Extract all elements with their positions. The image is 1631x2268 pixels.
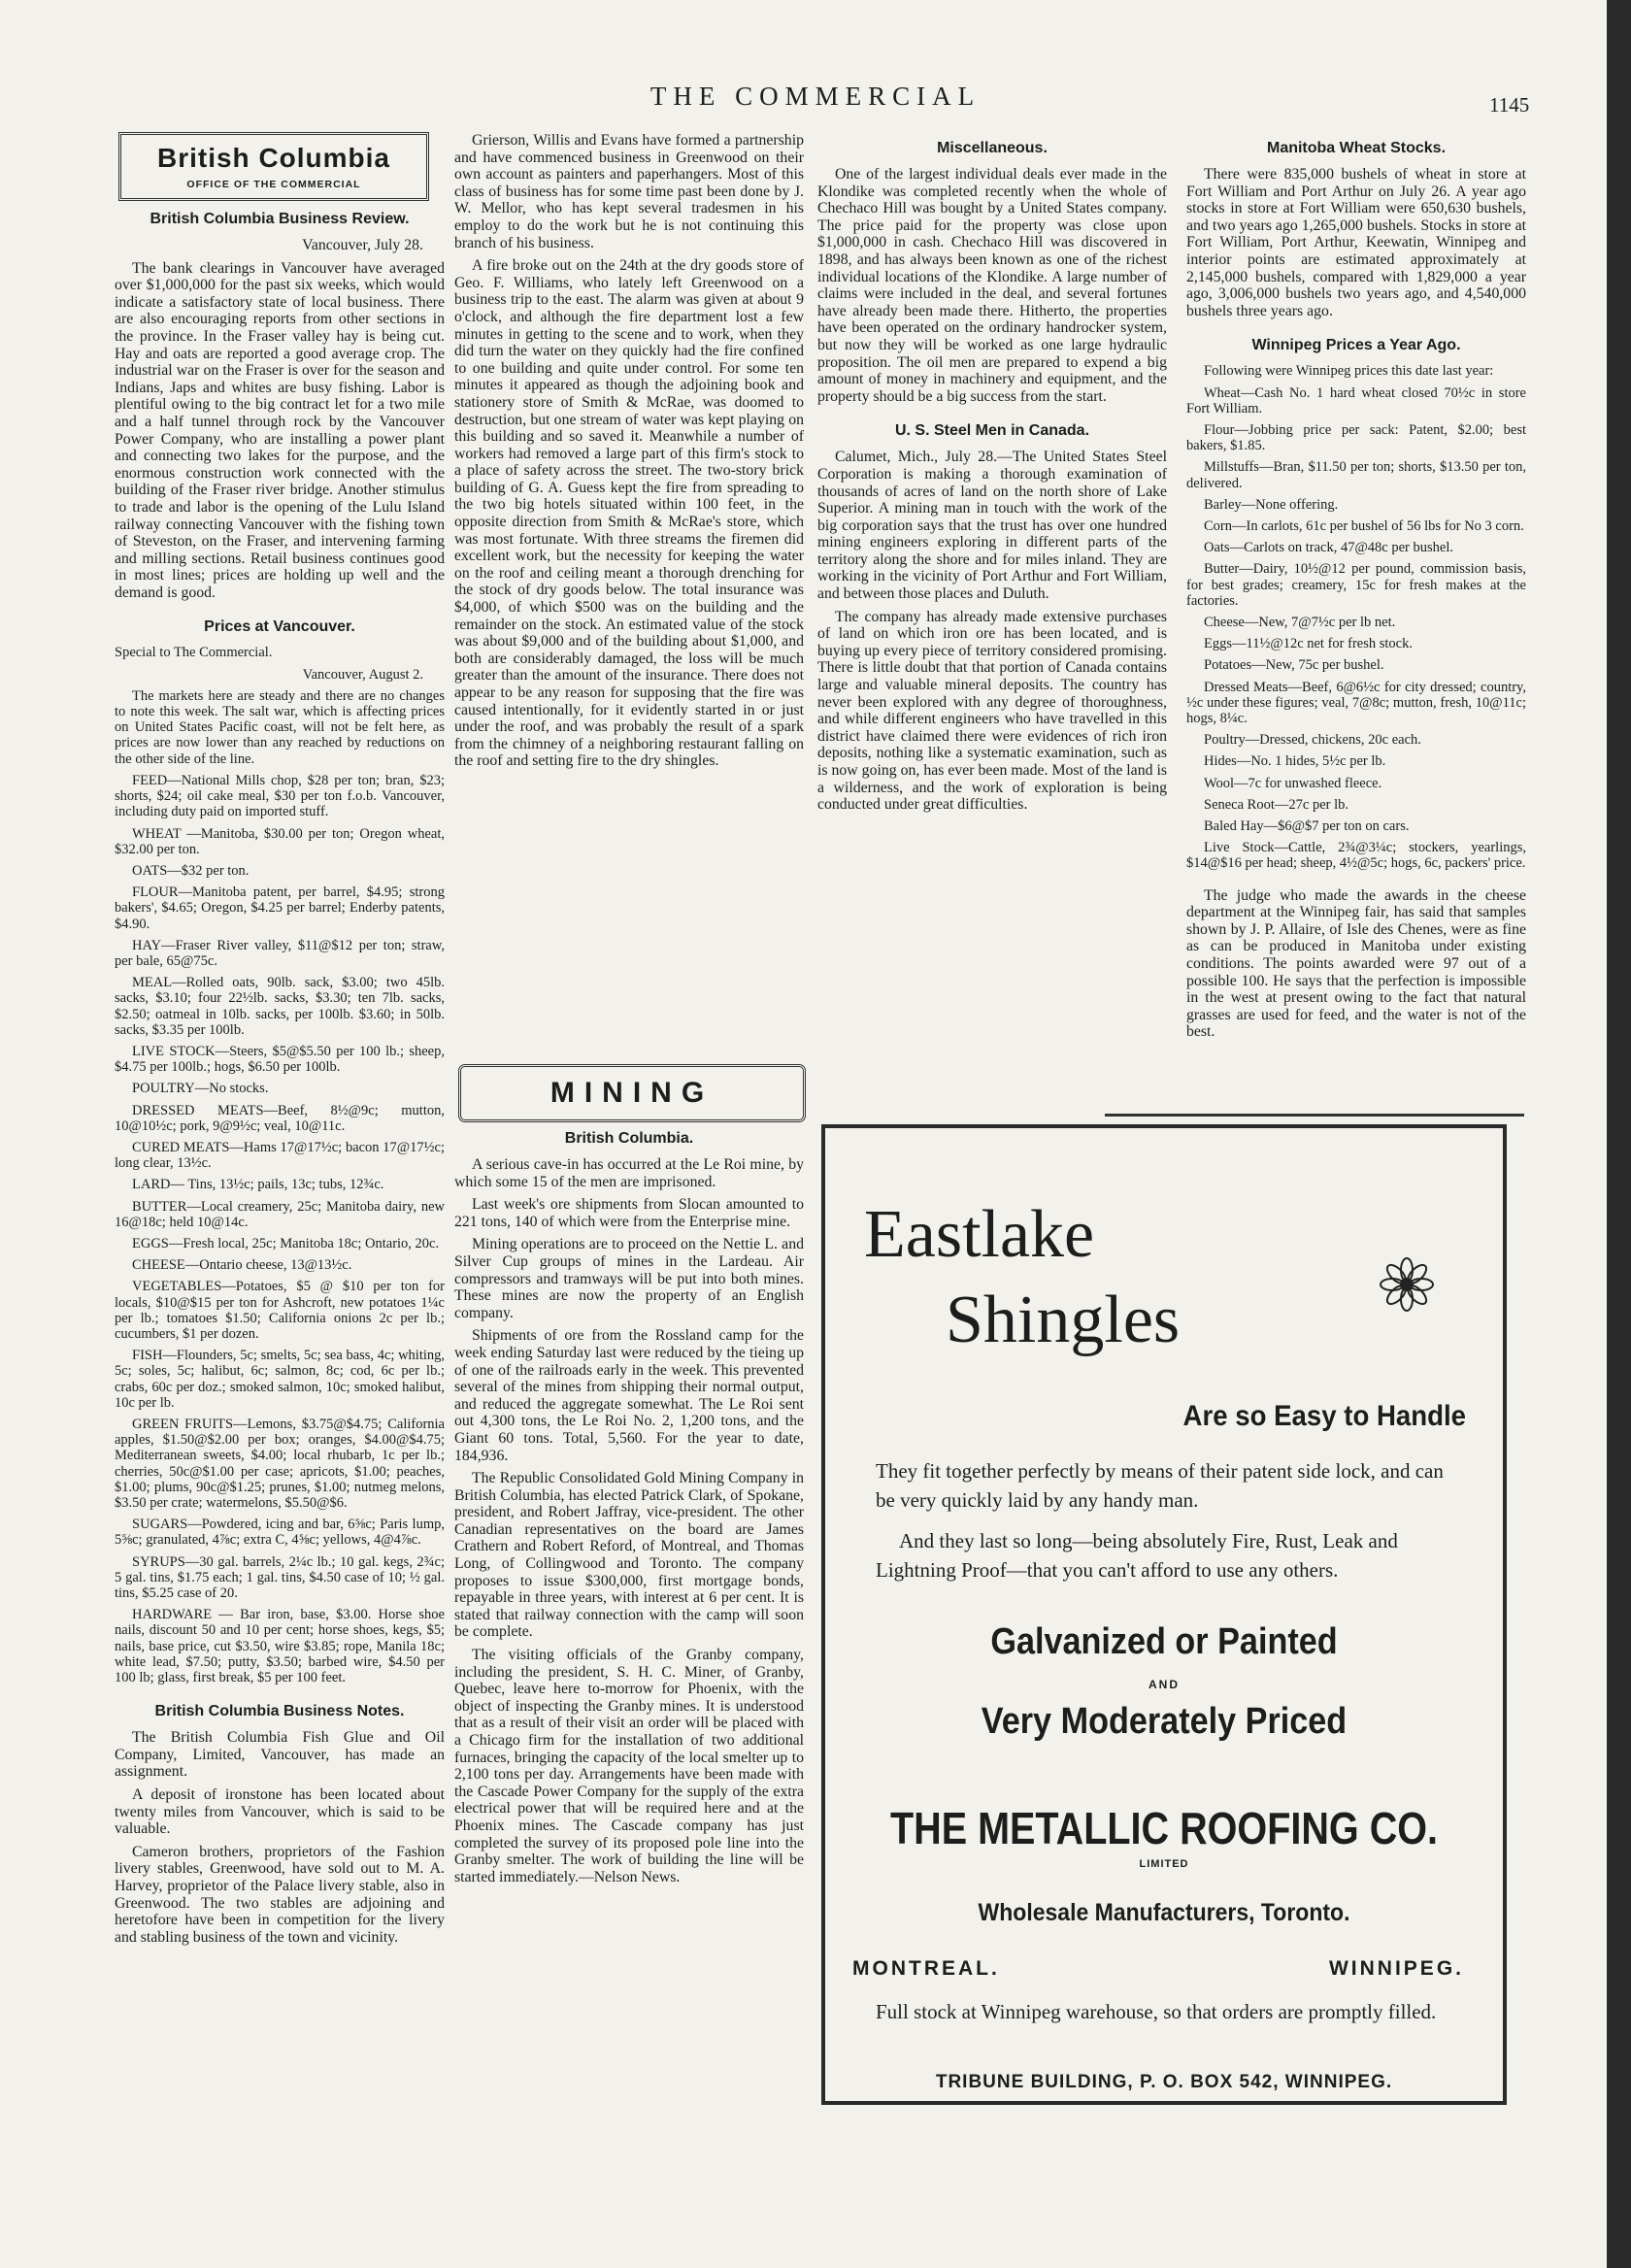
winnipeg-price-line: Flour—Jobbing price per sack: Patent, $2.00; best bakers, $1.85.: [1186, 421, 1526, 454]
price-paragraph: POULTRY—No stocks.: [132, 1081, 269, 1097]
review-dateline: Vancouver, July 28.: [302, 237, 423, 253]
ad-body-1: They fit together perfectly by means of their patent side lock, and can be very quickly laid by any handy man.: [876, 1459, 1444, 1512]
ad-tagline: Are so Easy to Handle: [1182, 1400, 1466, 1432]
note-paragraph: Cameron brothers, proprietors of the Fashion livery stables, Greenwood, have sold out to M. A. Harvey, proprietor of the Palace livery stable, also in Greenwood. The two stables are adjoining and heretofore have been in competition for the livery and stabling business of the town and vicinity.: [115, 1843, 445, 1946]
ad-priced: Very Moderately Priced: [981, 1701, 1348, 1742]
eastlake-shingles-advertisement: [821, 1124, 1507, 2105]
price-paragraph: DRESSED MEATS—Beef, 8½@9c; mutton, 10@10½c; pork, 9@9½c; veal, 10@11c.: [115, 1102, 445, 1134]
winnipeg-price-line: Oats—Carlots on track, 47@48c per bushel.: [1204, 540, 1453, 556]
ad-company-name: THE METALLIC ROOFING CO.: [889, 1803, 1439, 1853]
winnipeg-price-line: Potatoes—New, 75c per bushel.: [1204, 657, 1384, 674]
column-1: [115, 132, 445, 1951]
winnipeg-price-line: Dressed Meats—Beef, 6@6½c for city dressed; country, ½c under these figures; veal, 7@8c; mutton, fresh, 10@11c; hogs, 8¼c.: [1186, 679, 1526, 726]
wheat-stocks-heading: Manitoba Wheat Stocks.: [1266, 140, 1447, 156]
article-paragraph: A fire broke out on the 24th at the dry goods store of Geo. F. Williams, who lately left Greenwood on a business trip to the east. The alarm was given at about 9 o'clock, and although the fire department lost a few minutes in getting to the scene and to work, when they did turn the water on they quickly had the fire confined to one building and quite under control. For some ten minutes it appeared as though the adjoining book and stationery store of Smith & McRae, was doomed to destruction, but one stream of water was kept playing on this building and so saved it. Meanwhile a number of workers had removed a large part of this firm's stock to a place of safety across the street. The two-story brick building of G. A. Guess kept the fire from spreading to the two big hotels situated within 100 feet, in the opposite direction from Smith & McRae's store, which was most fortunate. With three streams the firemen did excellent work, but the necessity for keeping the water on the roof and ceiling meant a thorough drenching for the stock of dry goods below. The total insurance was $4,000, of which $500 was on the building and the remainder on the stock. An estimated value of the stock was about $9,000 and of the building about $1,000, and both are considerably damaged, the loss will be much greater than the amount of the insurance. There does not appear to be any reason for supposing that the fire was caused intentionally, for it evidently started in or just under the roof, and was probably the result of a spark from the chimney of a neighboring restaurant falling on the roof and setting fire to the dry shingles.: [454, 257, 804, 770]
steel-paragraph: The company has already made extensive purchases of land on which iron ore has been located, and is buying up every piece of territory considered promising. There is little doubt that that portion of Canada contains large and valuable mineral deposits. The country has never been explored with any degree of thoroughness, and while different engineers who have travelled in this district have claimed there were evidences of rich iron deposits, nothing like a systematic examination, such as is now going on, has ever been made. Most of the land is a wilderness, and the work of exploration is being conducted under great difficulties.: [817, 608, 1167, 814]
mining-paragraph: Shipments of ore from the Rossland camp for the week ending Saturday last were reduced by the tieing up of one of the railroads early in the week. This prevented several of the mines from shipping their normal output, and reduced the aggregate somewhat. The Le Roi sent out 4,300 tons, the Le Roi No. 2, 1,200 tons, and the Giant 60 tons. Total, 5,560. For the year to date, 184,936.: [454, 1327, 804, 1464]
ad-montreal: MONTREAL.: [852, 1957, 1000, 1980]
ad-galvanized: Galvanized or Painted: [990, 1621, 1338, 1662]
winnipeg-price-line: Live Stock—Cattle, 2¾@3¼c; stockers, yearlings, $14@$16 per head; sheep, 4½@5c; hogs, 6c, packers' price.: [1186, 840, 1526, 872]
box-office-line: OFFICE OF THE COMMERCIAL: [186, 179, 361, 190]
winnipeg-price-line: Eggs—11½@12c net for fresh stock.: [1204, 636, 1413, 652]
mining-section: [454, 1124, 804, 1891]
ad-winnipeg: WINNIPEG.: [1328, 1957, 1464, 1980]
price-paragraph: VEGETABLES—Potatoes, $5 @ $10 per ton for locals, $10@$15 per ton for Ashcroft, new potatoes 1¼c per lb.; tomatoes $1.50; California onions 2c per lb.; cucumbers, $1 per dozen.: [115, 1279, 445, 1342]
winnipeg-price-line: Millstuffs—Bran, $11.50 per ton; shorts, $13.50 per ton, delivered.: [1186, 459, 1526, 491]
cheese-judge-paragraph: The judge who made the awards in the cheese department at the Winnipeg fair, has said that samples shown by J. P. Allaire, of Isle des Chenes, were as fine as can be produced in Manitoba under existing conditions. The points awarded were 97 out of a possible 100. He says that the perfection is impossible in the west at present owing to the fact that natural grasses are used for feed, and the water is not of the best.: [1186, 886, 1526, 1041]
page-number: 1145: [1489, 93, 1530, 117]
price-paragraph: BUTTER—Local creamery, 25c; Manitoba dairy, new 16@18c; held 10@14c.: [115, 1198, 445, 1230]
winnipeg-price-line: Seneca Root—27c per lb.: [1204, 796, 1348, 813]
column-3: [817, 132, 1167, 819]
winnipeg-price-line: Baled Hay—$6@$7 per ton on cars.: [1204, 818, 1410, 835]
mining-bc-heading: British Columbia.: [564, 1130, 694, 1147]
price-paragraph: LARD— Tins, 13½c; pails, 13c; tubs, 12¾c.: [132, 1177, 384, 1193]
flower-ornament-icon: [1377, 1254, 1437, 1315]
winnipeg-prices-heading: Winnipeg Prices a Year Ago.: [1251, 337, 1461, 354]
british-columbia-box: [118, 132, 429, 201]
wheat-stocks-body: There were 835,000 bushels of wheat in store at Fort William and Port Arthur on July 26. A year ago stocks in store at Fort William were 650,630 bushels, and two years ago 1,265,000 bushels. Stocks in store at Fort William, Port Arthur, Keewatin, Winnipeg and interior points are estimated approximately at 2,145,000 bushels, compared with 1,829,000 a year ago, 3,006,000 bushels two years ago, and 4,540,000 bushels three years ago.: [1186, 166, 1526, 319]
price-paragraph: WHEAT —Manitoba, $30.00 per ton; Oregon wheat, $32.00 per ton.: [115, 825, 445, 857]
steel-heading: U. S. Steel Men in Canada.: [894, 422, 1090, 440]
price-paragraph: HAY—Fraser River valley, $11@$12 per ton; straw, per bale, 65@75c.: [115, 937, 445, 969]
mining-paragraph: A serious cave-in has occurred at the Le Roi mine, by which some 15 of the men are imprisoned.: [454, 1156, 804, 1190]
column-2: [454, 132, 804, 776]
winnipeg-price-line: Wool—7c for unwashed fleece.: [1204, 775, 1382, 791]
prices-list: [115, 688, 445, 1685]
ad-title-eastlake: Eastlake: [864, 1197, 1095, 1272]
miscellaneous-body: One of the largest individual deals ever made in the Klondike was completed recently when the whole of Chechaco Hill was bought by a United States company. The price paid for the property was close upon $1,000,000 in cash. Chechaco Hill was discovered in 1898, and has always been known as one of the richest individual locations of the Klondike. A large number of claims were included in the deal, and several fortunes have already been made there. Hitherto, the properties have been operated on the ordinary handrocker system, but now they will be worked as one large hydraulic proposition. The oil men are prepared to expend a big amount of money in machinery and equipment, and the property should be a big success from the start.: [817, 166, 1167, 405]
ad-title-shingles: Shingles: [946, 1283, 1181, 1357]
note-paragraph: A deposit of ironstone has been located about twenty miles from Vancouver, which is said to be valuable.: [115, 1786, 445, 1838]
masthead: THE COMMERCIAL: [649, 82, 982, 111]
winnipeg-price-line: Butter—Dairy, 10½@12 per pound, commission basis, for best grades; creamery, 15c for fresh makes at the factories.: [1186, 561, 1526, 609]
mining-paragraph: The visiting officials of the Granby company, including the president, S. H. C. Miner, of Granby, Quebec, leave here to-morrow for Phoenix, with the object of inspecting the Granby mines. It is understood that as a result of their visit an order will be placed with a Chicago firm for the installation of two additional furnaces, bringing the capacity of the local smelter up to 2,100 tons per day. Arrangements have been made with the Cascade Power Company for the supply of the extra electrical power that will be required here and at the Phoenix mines. The Cascade company has just completed the survey of its proposed pole line into the Granby smelter. The work of building the line will be started immediately.—Nelson News.: [454, 1647, 804, 1885]
ad-address: TRIBUNE BUILDING, P. O. BOX 542, WINNIPEG.: [935, 2072, 1393, 2092]
ad-and: AND: [1148, 1678, 1180, 1691]
price-paragraph: FISH—Flounders, 5c; smelts, 5c; sea bass, 4c; whiting, 5c; soles, 5c; halibut, 6c; salmon, 8c; cod, 6c per lb.; crabs, 60c per doz.; smoked salmon, 10c; smoked halibut, 10c per lb.: [115, 1348, 445, 1411]
price-paragraph: EGGS—Fresh local, 25c; Manitoba 18c; Ontario, 20c.: [132, 1235, 440, 1251]
prices-special-line: Special to The Commercial.: [115, 645, 273, 661]
price-paragraph: CHEESE—Ontario cheese, 13@13½c.: [132, 1257, 352, 1274]
price-paragraph: SUGARS—Powdered, icing and bar, 6⅝c; Paris lump, 5⅝c; granulated, 4⅞c; extra C, 4⅝c; yellows, 4@4⅞c.: [115, 1517, 445, 1549]
note-paragraph: The British Columbia Fish Glue and Oil Company, Limited, Vancouver, has made an assignment.: [115, 1729, 445, 1781]
ad-stock-note: Full stock at Winnipeg warehouse, so that orders are promptly filled.: [876, 2000, 1437, 2023]
review-heading: British Columbia Business Review.: [150, 211, 410, 227]
page-edge: [1607, 0, 1631, 2268]
mining-banner: MINING: [458, 1064, 806, 1122]
review-body: The bank clearings in Vancouver have averaged over $1,000,000 for the past six weeks, which would indicate a satisfactory state of local business. There are also encouraging reports from other sections in the province. In the Fraser valley hay is being cut. Hay and oats are reported a good average crop. The industrial war on the Fraser is over for the season and Indians, Japs and whites are busy fishing. Labor is plentiful owing to the big contract let for a two mile and a half tunnel through rock by the Vancouver Power Company, who are installing a power plant and connecting two lakes for the purpose, and the enormous construction work connected with the building of the Fraser river bridge. Another stimulus to trade and labor is the opening of the Lulu Island railway connecting Vancouver with the fishing town of Steveston, on the Fraser, and intervening farming and milling sections. Retail business continues good in most lines; prices are holding up well and the demand is good.: [115, 259, 445, 601]
ad-wholesale: Wholesale Manufacturers, Toronto.: [978, 1899, 1350, 1926]
price-paragraph: OATS—$32 per ton.: [132, 862, 250, 879]
price-paragraph: FEED—National Mills chop, $28 per ton; bran, $23; shorts, $24; oil cake meal, $30 per ton f.o.b. Vancouver, including duty paid on imported stuff.: [115, 772, 445, 820]
prices-vancouver-heading: Prices at Vancouver.: [204, 618, 355, 636]
ad-body-2: And they last so long—being absolutely Fire, Rust, Leak and Lightning Proof—that you can't afford to use any others.: [876, 1529, 1398, 1582]
miscellaneous-heading: Miscellaneous.: [937, 140, 1048, 156]
price-paragraph: SYRUPS—30 gal. barrels, 2¼c lb.; 10 gal. kegs, 2¾c; 5 gal. tins, $1.75 each; 1 gal. tins, $4.50 case of 10; ½ gal. tins, $5.25 case of 20.: [115, 1553, 445, 1602]
mining-paragraph: Mining operations are to proceed on the Nettie L. and Silver Cup groups of mines in the Lardeau. Air compressors and tramways will be put into both mines. These mines are now the property of an English company.: [454, 1236, 804, 1321]
column-4: [1186, 132, 1526, 1047]
price-paragraph: HARDWARE — Bar iron, base, $3.00. Horse shoe nails, discount 50 and 10 per cent; horse shoes, kegs, $5; nails, base price, cut $3.50, wire $3.85; rope, Manila 18c; white lead, $7.50; putty, $3.50; barbed wire, $4.50 per 100 lb; glass, first break, $5 per 100 feet.: [115, 1607, 445, 1686]
price-paragraph: GREEN FRUITS—Lemons, $3.75@$4.75; California apples, $1.50@$2.00 per box; oranges, $4.00@$4.75; Mediterranean sweets, $4.00; local rhubarb, 1c per lb.; cherries, 50c@$1.00 per case; apricots, $1.00; peaches, $1.00; plums, 90c@$1.25; prunes, $1.00; nutmeg melons, $3.50 per crate; watermelons, $5.50@$6.: [115, 1417, 445, 1512]
steel-paragraph: Calumet, Mich., July 28.—The United States Steel Corporation is making a thorough examination of thousands of acres of land on the north shore of Lake Superior. A mining man in touch with the work of the big corporation says that the trust has over one hundred mining engineers exploring in different parts of the territory along the shore and for miles inland. They are working in the vicinity of Port Arthur and Fort William, and between those places and Duluth.: [817, 449, 1167, 603]
winnipeg-price-line: Corn—In carlots, 61c per bushel of 56 lbs for No 3 corn.: [1204, 517, 1524, 534]
article-paragraph: Grierson, Willis and Evans have formed a partnership and have commenced business in Greenwood on their own account as painters and paperhangers. Most of this class of business has for some time past been done by J. W. Mellor, who has kept several tradesmen in his employ to do the work but he is not continuing this branch of his business.: [454, 132, 804, 251]
price-paragraph: The markets here are steady and there are no changes to note this week. The salt war, which is affecting prices on United States Pacific coast, will not be felt here, as prices are now lower than any reached by reductions on the other side of the line.: [115, 687, 445, 767]
winnipeg-price-line: Poultry—Dressed, chickens, 20c each.: [1204, 732, 1421, 749]
winnipeg-price-line: Following were Winnipeg prices this date last year:: [1204, 363, 1494, 380]
winnipeg-price-line: Hides—No. 1 hides, 5½c per lb.: [1204, 753, 1386, 770]
winnipeg-price-line: Wheat—Cash No. 1 hard wheat closed 70½c in store Fort William.: [1186, 384, 1526, 417]
box-title: British Columbia: [156, 143, 390, 173]
price-paragraph: CURED MEATS—Hams 17@17½c; bacon 17@17½c; long clear, 13½c.: [115, 1139, 445, 1172]
winnipeg-price-line: Cheese—New, 7@7½c per lb net.: [1204, 614, 1396, 630]
price-paragraph: MEAL—Rolled oats, 90lb. sack, $3.00; two 45lb. sacks, $3.10; four 22½lb. sacks, $3.30; ten 7lb. sacks, $2.50; oatmeal in 10lb. sacks, per 100lb. $3.60; in 50lb. sacks, $3.35 per 100lb.: [115, 975, 445, 1038]
column-rule: [1105, 1114, 1524, 1117]
business-notes-heading: British Columbia Business Notes.: [154, 1703, 405, 1720]
price-paragraph: LIVE STOCK—Steers, $5@$5.50 per 100 lb.; sheep, $4.75 per 100lb.; hogs, $6.50 per 100lb.: [115, 1043, 445, 1076]
winnipeg-price-line: Barley—None offering.: [1204, 496, 1339, 513]
price-paragraph: FLOUR—Manitoba patent, per barrel, $4.95; strong bakers', $4.65; Oregon, $4.25 per barrel; Enderby patents, $4.90.: [115, 884, 445, 932]
mining-paragraph: Last week's ore shipments from Slocan amounted to 221 tons, 140 of which were from the Enterprise mine.: [454, 1196, 804, 1230]
prices-dateline: Vancouver, August 2.: [302, 666, 423, 683]
mining-paragraph: The Republic Consolidated Gold Mining Company in British Columbia, has elected Patrick Clark, of Spokane, president, and Robert Jaffray, vice-president. The other Canadian representatives on the board are James Crathern and Robert Reford, of Montreal, and Thomas Long, of Collingwood and Toronto. The company proposes to issue $300,000, first mortgage bonds, repayable in three years, with interest at 6 per cent. It is stated that railway connection with the camp will soon be complete.: [454, 1470, 804, 1641]
ad-limited: LIMITED: [1139, 1858, 1189, 1870]
